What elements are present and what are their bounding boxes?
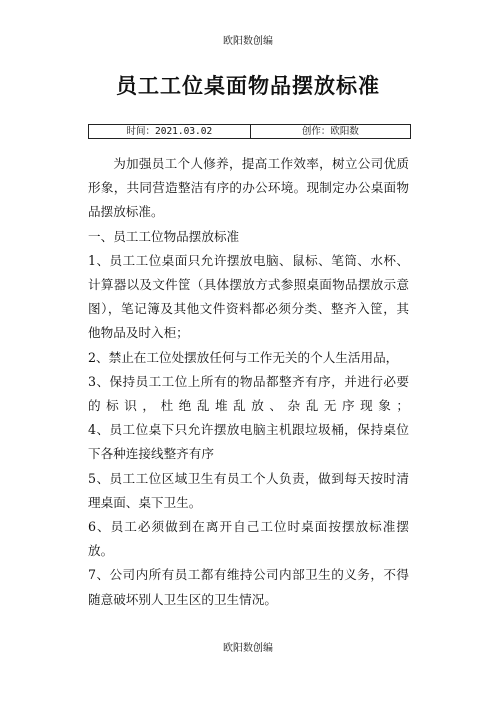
section-heading: 一、员工工位物品摆放标准 — [88, 228, 240, 244]
meta-row — [89, 125, 411, 139]
document-body — [88, 152, 409, 612]
rule-item-5: 5、员工工位区域卫生有员工个人负责，做到每天按时清理桌面、桌下卫生。 — [88, 470, 409, 510]
meta-table — [88, 124, 411, 139]
page-header: 欧阳数创编 — [223, 36, 273, 47]
rule-item-2: 2、禁止在工位处摆放任何与工作无关的个人生活用品， — [88, 349, 399, 365]
meta-author: 创作：欧阳数 — [250, 125, 410, 139]
page-footer: 欧阳数创编 — [223, 643, 273, 654]
rule-item-1: 1、员工工位桌面只允许摆放电脑、鼠标、笔筒、水杯、计算器以及文件筐（具体摆放方式参照桌面物品摆放示意图），笔记簿及其他文件资料都必须分类、整齐入筐，其他物品及时入柜； — [88, 252, 409, 341]
rule-item-3: 3、保持员工工位上所有的物品都整齐有序，并进行必要的标识，杜绝乱堆乱放、杂乱无序现象； — [88, 373, 409, 414]
rule-item-7: 7、公司内所有员工都有维持公司内部卫生的义务，不得随意破坏别人卫生区的卫生情况。 — [88, 567, 409, 607]
intro-paragraph: 为加强员工个人修养，提高工作效率，树立公司优质形象，共同营造整洁有序的办公环境。现制定办公桌面物品摆放标准。 — [88, 156, 409, 220]
rule-item-6: 6、员工必须做到在离开自己工位时桌面按摆放标准摆放。 — [88, 519, 409, 559]
rule-item-4: 4、员工位桌下只允许摆放电脑主机跟垃圾桶，保持桌位下各种连接线整齐有序 — [88, 422, 409, 462]
meta-time: 时间：2021.03.02 — [89, 125, 251, 139]
document-title: 员工工位桌面物品摆放标准 — [116, 74, 380, 98]
